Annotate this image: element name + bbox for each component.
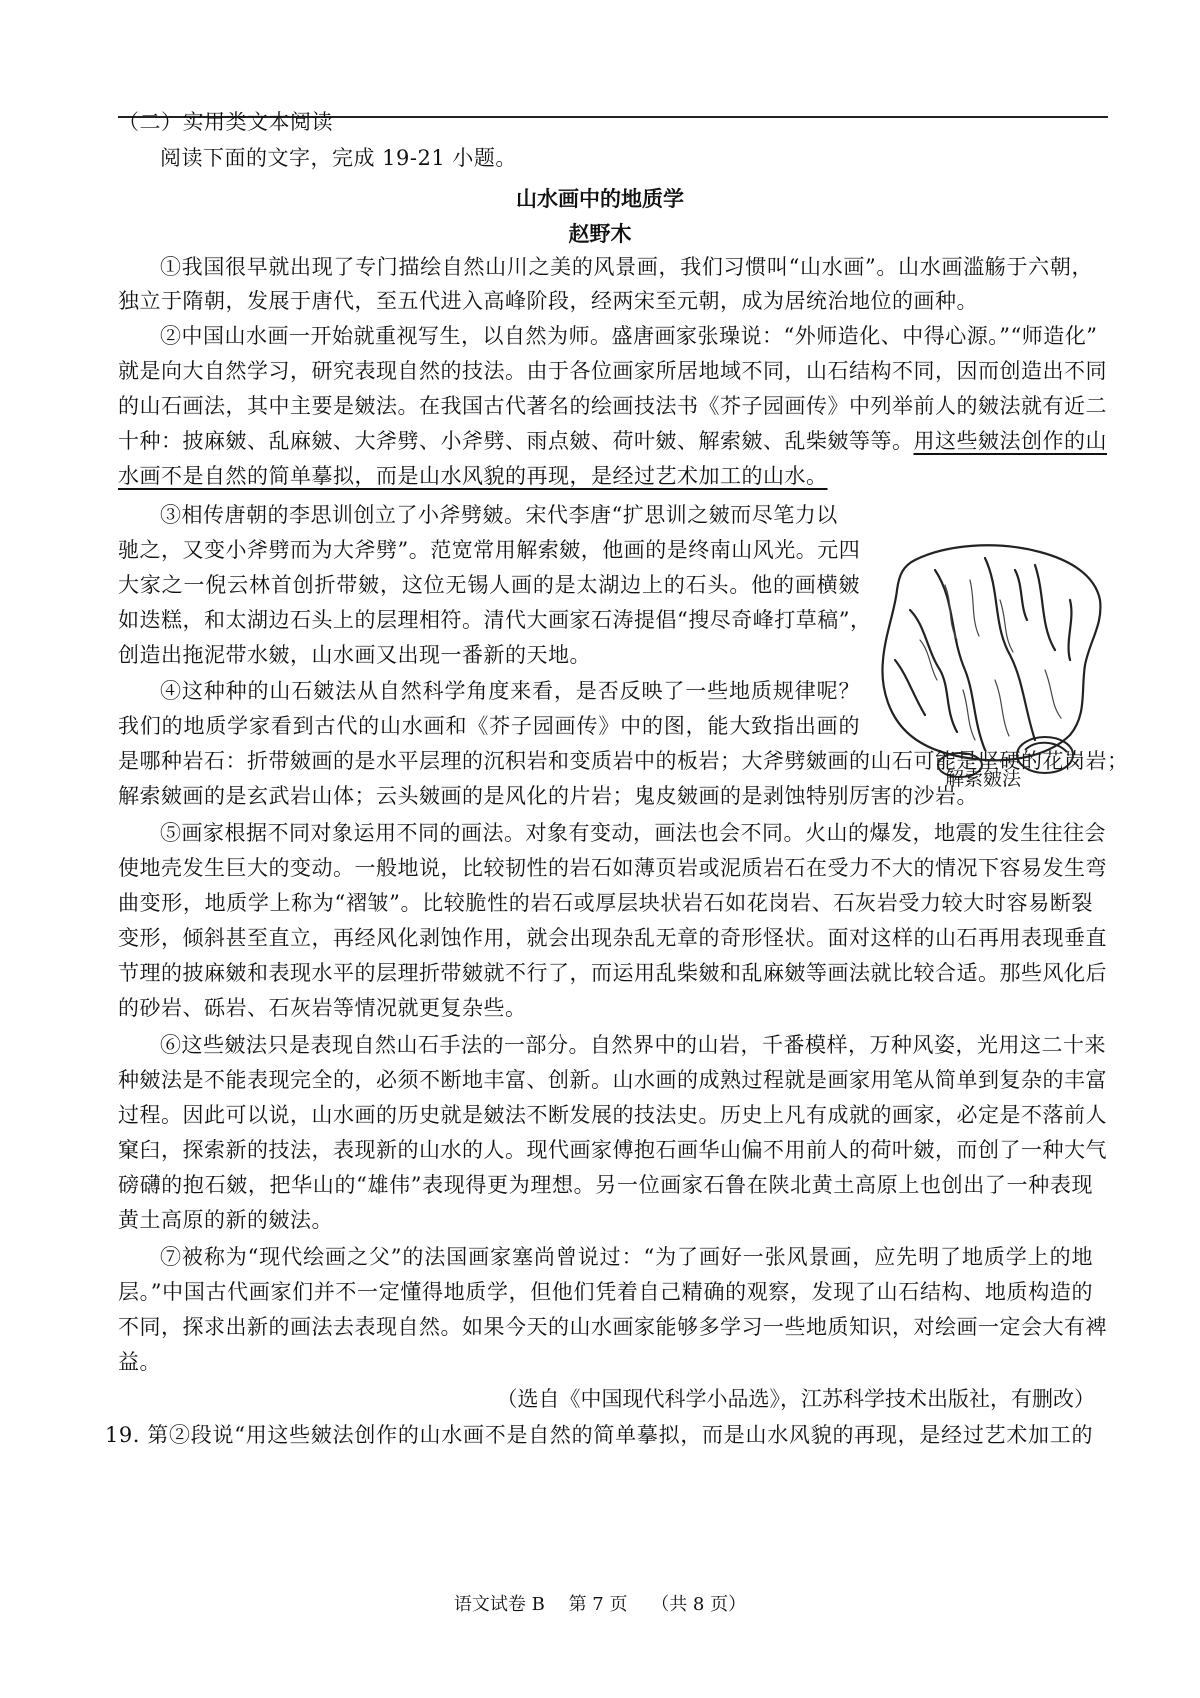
paragraph-5-line-4: 变形，倾斜甚至直立，再经风化剥蚀作用，就会出现杂乱无章的奇形怪状。面对这样的山石再用表现垂直: [118, 926, 1107, 950]
paragraph-1-line-2: 独立于隋朝，发展于唐代，至五代进入高峰阶段，经两宋至元朝，成为居统治地位的画种。: [118, 289, 978, 313]
paragraph-7-line-1: ⑦被称为“现代绘画之父”的法国画家塞尚曾说过：“为了画好一张风景画，应先明了地质学上的地: [160, 1245, 1093, 1269]
paragraph-3-line-4: 如迭糕，和太湖边石头上的层理相符。清代大画家石涛提倡“搜尽奇峰打草稿”，: [118, 608, 872, 632]
paragraph-2-line-2: 就是向大自然学习，研究表现自然的技法。由于各位画家所居地域不同，山石结构不同，因而创造出不同: [118, 359, 1107, 383]
paragraph-5-line-2: 使地壳发生巨大的变动。一般地说，比较韧性的岩石如薄页岩或泥质岩石在受力不大的情况下容易发生弯: [118, 856, 1107, 880]
paragraph-2-line-3: 的山石画法，其中主要是皴法。在我国古代著名的绘画技法书《芥子园画传》中列举前人的皴法就有近二: [118, 394, 1107, 418]
paragraph-6-line-4: 窠臼，探索新的技法，表现新的山水的人。现代画家傅抱石画华山偏不用前人的荷叶皴，而创了一种大气: [118, 1138, 1107, 1162]
paragraph-7-line-4: 益。: [118, 1350, 161, 1374]
paragraph-2-line-1: ②中国山水画一开始就重视写生，以自然为师。盛唐画家张璪说：“外师造化、中得心源。”“师造化”: [160, 324, 1098, 348]
source-citation: （选自《中国现代科学小品选》，江苏科学技术出版社，有删改）: [496, 1387, 1095, 1411]
paragraph-5-line-1: ⑤画家根据不同对象运用不同的画法。对象有变动，画法也会不同。火山的爆发，地震的发生往往会: [160, 821, 1106, 845]
page-footer: [0, 1592, 1200, 1618]
footer-paper: 语文试卷 B: [453, 1594, 545, 1615]
paragraph-7-line-3: 不同，探求出新的画法去表现自然。如果今天的山水画家能够多学习一些地质知识，对绘画一定会大有裨: [118, 1315, 1107, 1339]
paragraph-3-line-3: 大家之一倪云林首创折带皴，这位无锡人画的是太湖边上的石头。他的画横皴: [118, 573, 860, 597]
paragraph-3-line-2: 驰之，又变小斧劈而为大斧劈”。范宽常用解索皴，他画的是终南山风光。元四: [118, 538, 861, 562]
underlined-sentence-end: 水画不是自然的简单摹拟，而是山水风貌的再现，是经过艺术加工的山水。: [118, 464, 828, 488]
footer-page: 第 7 页: [568, 1594, 628, 1615]
question-19: 19. 第②段说“用这些皴法创作的山水画不是自然的简单摹拟，而是山水风貌的再现，是经过艺术加工的: [105, 1423, 1093, 1447]
paragraph-6-line-1: ⑥这些皴法只是表现自然山石手法的一部分。自然界中的山岩，千番模样，万种风姿，光用这二十来: [160, 1033, 1106, 1057]
article-author: 赵野木: [568, 221, 632, 246]
footer-total: （共 8 页）: [651, 1594, 747, 1615]
paragraph-1-line-1: ①我国很早就出现了专门描绘自然山川之美的风景画，我们习惯叫“山水画”。山水画滥觞于六朝，: [160, 255, 1093, 279]
paragraph-5-line-5: 节理的披麻皴和表现水平的层理折带皴就不行了，而运用乱柴皴和乱麻皴等画法就比较合适。那些风化后: [118, 961, 1107, 985]
figure-caption: 解索皴法: [945, 768, 1022, 790]
paragraph-6-line-3: 过程。因此可以说，山水画的历史就是皴法不断发展的技法史。历史上凡有成就的画家，必定是不落前人: [118, 1103, 1107, 1127]
paragraph-7-line-2: 层。”中国古代画家们并不一定懂得地质学，但他们凭着自己精确的观察，发现了山石结构、地质构造的: [118, 1280, 1093, 1304]
jiesuo-cun-rock-illustration: [875, 540, 1105, 780]
paragraph-2-line-4-text: 十种：披麻皴、乱麻皴、大斧劈、小斧劈、雨点皴、荷叶皴、解索皴、乱柴皴等等。: [118, 429, 914, 453]
paragraph-4-line-4: 解索皴画的是玄武岩山体；云头皴画的是风化的片岩；鬼皮皴画的是剥蚀特别厉害的沙岩。: [118, 784, 978, 808]
paragraph-5-line-3: 曲变形，地质学上称为“褶皱”。比较脆性的岩石或厚层块状岩石如花岗岩、石灰岩受力较大时容易断裂: [118, 891, 1093, 915]
paragraph-4-line-3: 是哪种岩石：折带皴画的是水平层理的沉积岩和变质岩中的板岩；大斧劈皴画的山石可能是坚硬的花岗岩；: [118, 749, 1129, 773]
paragraph-6-line-5: 磅礴的抱石皴，把华山的“雄伟”表现得更为理想。另一位画家石鲁在陕北黄土高原上也创出了一种表现: [118, 1173, 1093, 1197]
paragraph-3-line-1: ③相传唐朝的李思训创立了小斧劈皴。宋代李唐“扩思训之皴而尽笔力以: [160, 503, 838, 527]
paragraph-2-line-5: [118, 461, 1093, 491]
paragraph-4-line-2: 我们的地质学家看到古代的山水画和《芥子园画传》中的图，能大致指出画的: [118, 714, 860, 738]
paragraph-2-line-4: [118, 426, 1107, 456]
paragraph-5-line-6: 的砂岩、砾岩、石灰岩等情况就更复杂些。: [118, 996, 527, 1020]
paragraph-6-line-6: 黄土高原的新的皴法。: [118, 1208, 333, 1232]
instruction: 阅读下面的文字，完成 19-21 小题。: [160, 146, 517, 170]
underlined-sentence-start: 用这些皴法创作的山: [913, 429, 1107, 453]
paragraph-6-line-2: 种皴法是不能表现完全的，必须不断地丰富、创新。山水画的成熟过程就是画家用笔从简单到复杂的丰富: [118, 1068, 1107, 1092]
section-heading: （二）实用类文本阅读: [118, 110, 333, 134]
article-title: 山水画中的地质学: [516, 186, 684, 211]
paragraph-3-line-5: 创造出拖泥带水皴，山水画又出现一番新的天地。: [118, 643, 591, 667]
paragraph-4-line-1: ④这种种的山石皴法从自然科学角度来看，是否反映了一些地质规律呢？: [160, 679, 860, 703]
